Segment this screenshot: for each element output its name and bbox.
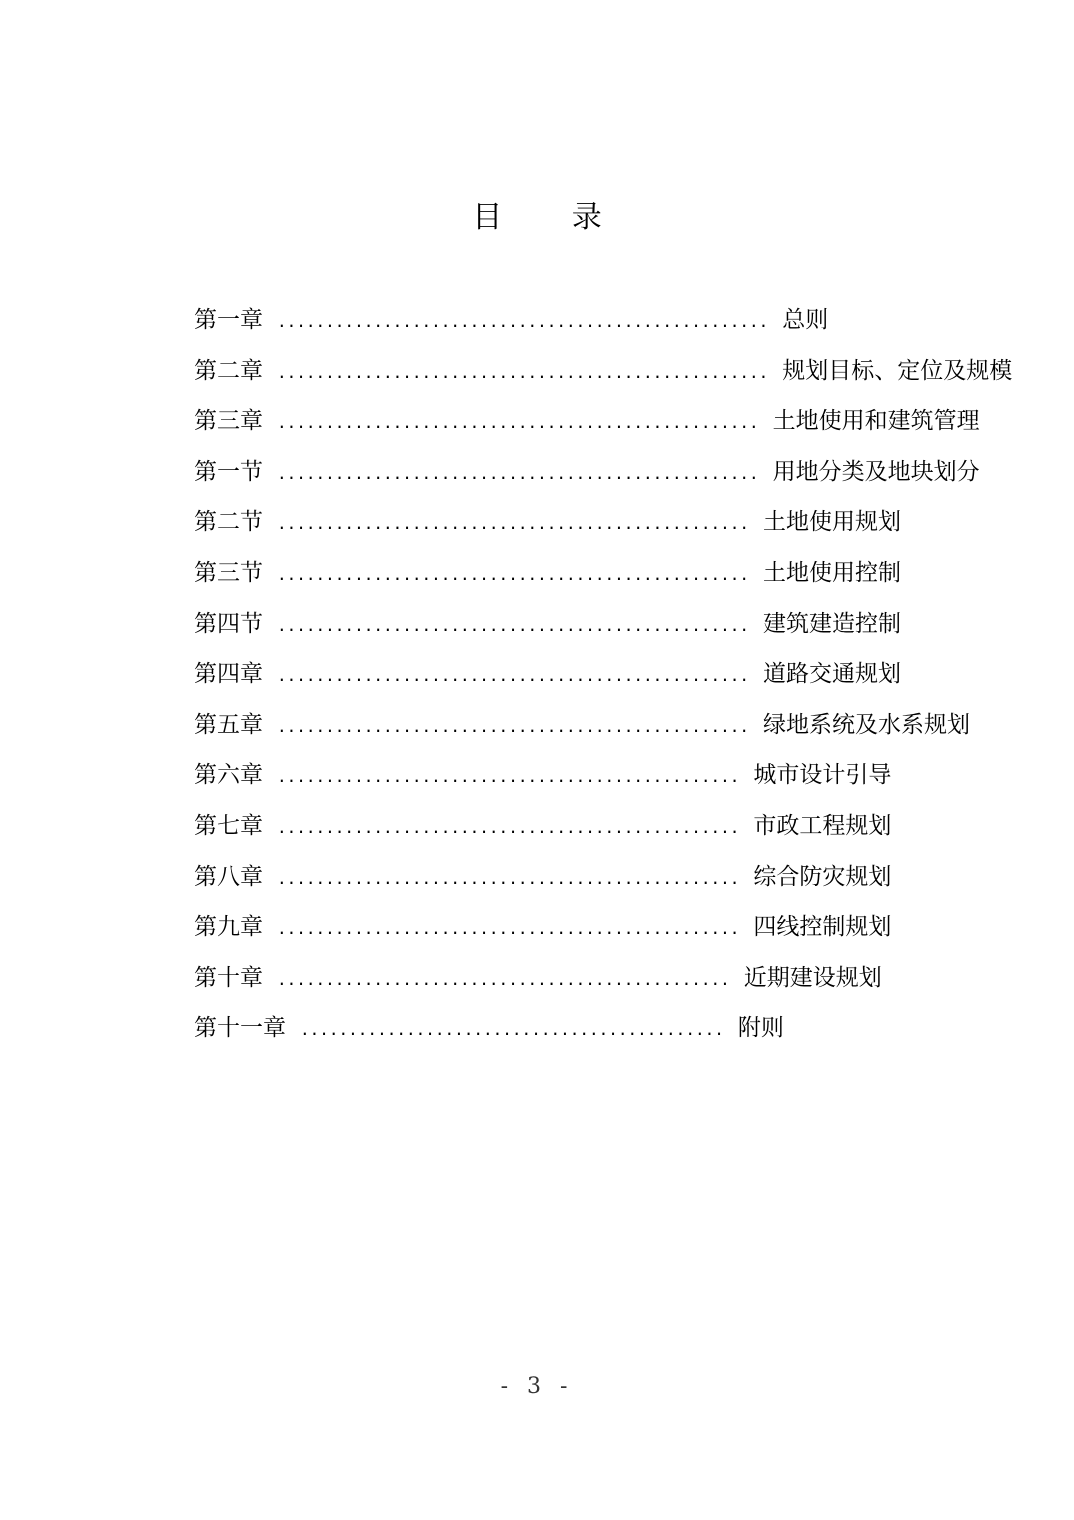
toc-entry-heading: 建筑建造控制 xyxy=(763,610,902,637)
toc-entry[interactable] xyxy=(194,808,954,859)
toc-entry-label: 第九章 xyxy=(194,914,263,941)
toc-entry-heading: 市政工程规划 xyxy=(753,812,892,839)
toc-entry[interactable] xyxy=(194,504,954,555)
toc-entry[interactable] xyxy=(194,859,954,910)
toc-entry[interactable] xyxy=(194,707,971,758)
toc-entry[interactable] xyxy=(194,454,980,505)
table-of-contents xyxy=(194,302,1013,1061)
page-number: - 3 - xyxy=(500,1374,574,1399)
toc-entry-label: 第十一章 xyxy=(194,1015,286,1042)
toc-entry[interactable] xyxy=(194,302,954,353)
toc-entry-label: 第二节 xyxy=(194,509,263,536)
toc-entry-heading: 道路交通规划 xyxy=(763,661,902,688)
toc-entry-heading: 综合防灾规划 xyxy=(753,863,892,890)
toc-entry-heading: 城市设计引导 xyxy=(753,762,892,789)
toc-entry-label: 第二章 xyxy=(194,357,263,384)
toc-entry-heading: 规划目标、定位及规模 xyxy=(782,357,1013,384)
toc-leader-dots: ................................................ xyxy=(277,817,740,837)
toc-entry-heading: 四线控制规划 xyxy=(753,914,892,941)
toc-entry-label: 第四节 xyxy=(194,610,263,637)
toc-entry-label: 第三节 xyxy=(194,559,263,586)
toc-entry[interactable] xyxy=(194,656,954,707)
toc-entry[interactable] xyxy=(194,403,980,454)
toc-leader-dots: ................................................ xyxy=(277,868,740,888)
toc-leader-dots: ................................................... xyxy=(277,362,769,382)
toc-leader-dots: ................................................ xyxy=(277,919,740,939)
toc-entry[interactable] xyxy=(194,909,954,960)
toc-leader-dots: ................................................. xyxy=(277,615,750,635)
toc-entry-heading: 绿地系统及水系规划 xyxy=(763,711,971,738)
toc-entry-label: 第四章 xyxy=(194,661,263,688)
toc-entry-label: 第八章 xyxy=(194,863,263,890)
toc-entry[interactable] xyxy=(194,757,954,808)
toc-entry[interactable] xyxy=(194,606,954,657)
toc-entry[interactable] xyxy=(194,353,1013,404)
toc-leader-dots: ............................................... xyxy=(277,969,730,989)
toc-entry-label: 第十章 xyxy=(194,964,263,991)
toc-entry-label: 第六章 xyxy=(194,762,263,789)
toc-entry-label: 第一节 xyxy=(194,458,263,485)
toc-leader-dots: ................................................. xyxy=(277,514,750,534)
page-title: 目 录 xyxy=(472,200,632,235)
toc-entry-heading: 用地分类及地块划分 xyxy=(772,458,980,485)
toc-entry-label: 第三章 xyxy=(194,408,263,435)
toc-entry-heading: 附则 xyxy=(737,1015,784,1042)
toc-entry[interactable] xyxy=(194,1010,954,1061)
toc-entry-heading: 土地使用规划 xyxy=(763,509,902,536)
toc-leader-dots: ................................................... xyxy=(277,312,769,331)
toc-leader-dots: ................................................ xyxy=(277,767,740,787)
toc-leader-dots: .................................................. xyxy=(277,413,759,433)
toc-leader-dots: ................................................. xyxy=(277,716,750,736)
toc-entry-heading: 土地使用和建筑管理 xyxy=(772,408,980,435)
toc-entry-heading: 土地使用控制 xyxy=(763,559,902,586)
toc-leader-dots: ................................................. xyxy=(277,564,750,584)
toc-entry-heading: 总则 xyxy=(782,307,829,333)
toc-entry-label: 第一章 xyxy=(194,307,263,333)
toc-leader-dots: ................................................. xyxy=(277,666,750,686)
toc-entry-heading: 近期建设规划 xyxy=(743,964,882,991)
toc-entry[interactable] xyxy=(194,960,954,1011)
toc-entry-label: 第五章 xyxy=(194,711,263,738)
toc-leader-dots: .................................................. xyxy=(277,463,759,483)
toc-entry-label: 第七章 xyxy=(194,812,263,839)
toc-entry[interactable] xyxy=(194,555,954,606)
toc-leader-dots: ............................................ xyxy=(300,1020,724,1040)
